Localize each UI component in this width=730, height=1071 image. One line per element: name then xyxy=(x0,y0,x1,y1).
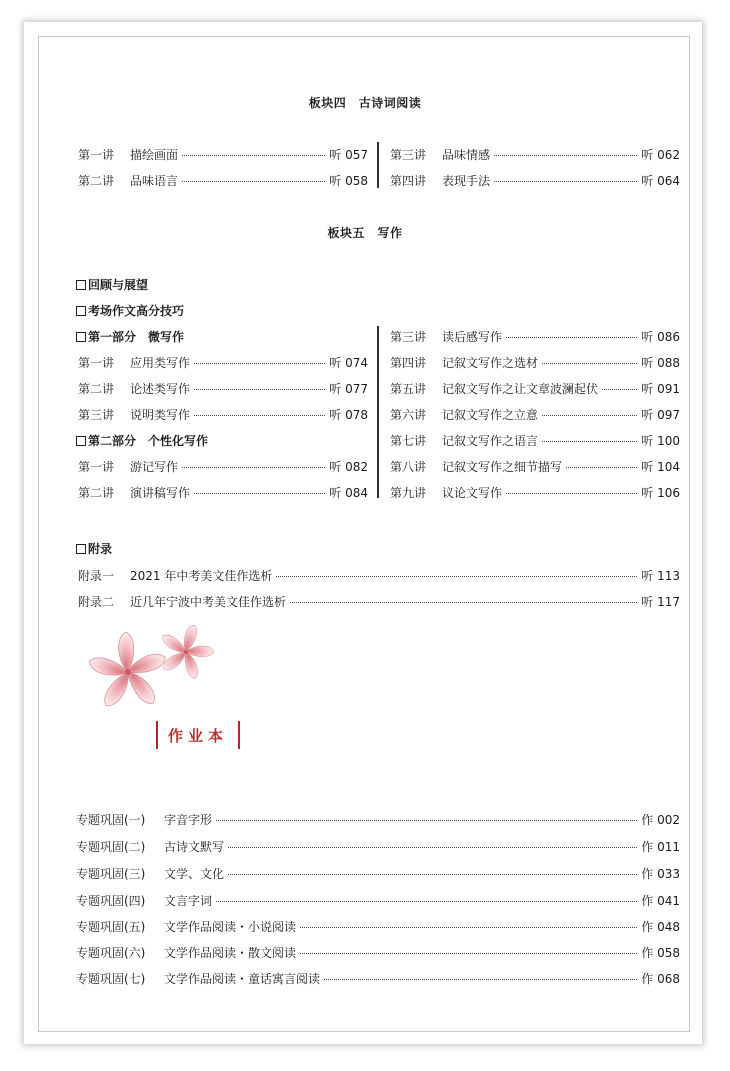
heading-appendix[interactable] xyxy=(76,540,112,557)
page-number: 听 091 xyxy=(641,382,680,396)
heading-label: 第一部分 微写作 xyxy=(88,330,185,344)
lecture-title: 记叙文写作之选材 xyxy=(442,356,539,370)
toc-row[interactable] xyxy=(76,918,680,934)
heading-label: 附录 xyxy=(88,542,113,556)
leader-dots xyxy=(228,874,637,875)
lecture-number: 第三讲 xyxy=(78,408,115,422)
leader-dots xyxy=(290,602,637,603)
checkbox-icon xyxy=(76,280,86,290)
homework-banner xyxy=(156,719,240,751)
leader-dots xyxy=(542,415,637,416)
banner-bar xyxy=(156,721,158,749)
lecture-number: 第三讲 xyxy=(390,330,427,344)
topic-number: 专题巩固(七) xyxy=(76,972,146,986)
lecture-number: 第二讲 xyxy=(78,382,115,396)
leader-dots xyxy=(194,363,325,364)
lecture-number: 第二讲 xyxy=(78,486,115,500)
lecture-title: 记叙文写作之细节描写 xyxy=(442,460,563,474)
heading-part2[interactable] xyxy=(76,432,208,449)
lecture-title: 表现手法 xyxy=(442,174,491,188)
lecture-title: 记叙文写作之语言 xyxy=(442,434,539,448)
lecture-title: 演讲稿写作 xyxy=(130,486,191,500)
lecture-title: 游记写作 xyxy=(130,460,179,474)
leader-dots xyxy=(566,467,637,468)
checkbox-icon xyxy=(76,306,86,316)
leader-dots xyxy=(276,576,637,577)
lecture-number: 第八讲 xyxy=(390,460,427,474)
page-number: 作 033 xyxy=(641,867,680,881)
lecture-number: 第四讲 xyxy=(390,174,427,188)
toc-row[interactable] xyxy=(78,146,368,162)
lecture-title: 说明类写作 xyxy=(130,408,191,422)
toc-row[interactable] xyxy=(78,458,368,474)
leader-dots xyxy=(602,389,637,390)
leader-dots xyxy=(182,181,325,182)
checkbox-icon xyxy=(76,436,86,446)
page-number: 作 068 xyxy=(641,972,680,986)
leader-dots xyxy=(494,181,637,182)
lecture-title: 读后感写作 xyxy=(442,330,503,344)
topic-number: 专题巩固(四) xyxy=(76,894,146,908)
lecture-title: 论述类写作 xyxy=(130,382,191,396)
leader-dots xyxy=(542,441,637,442)
page-number: 听 106 xyxy=(641,486,680,500)
toc-row[interactable] xyxy=(78,484,368,500)
leader-dots xyxy=(228,847,637,848)
leader-dots xyxy=(182,467,325,468)
lecture-title: 近几年宁波中考美文佳作选析 xyxy=(130,595,287,609)
topic-number: 专题巩固(一) xyxy=(76,813,146,827)
column-divider xyxy=(377,142,379,188)
page-number: 听 074 xyxy=(329,356,368,370)
page-number: 听 117 xyxy=(641,595,680,609)
toc-row[interactable] xyxy=(78,406,368,422)
leader-dots xyxy=(216,820,637,821)
toc-row[interactable] xyxy=(78,354,368,370)
page-number: 听 097 xyxy=(641,408,680,422)
toc-row[interactable] xyxy=(390,458,680,474)
lecture-number: 第九讲 xyxy=(390,486,427,500)
topic-number: 专题巩固(六) xyxy=(76,946,146,960)
page-number: 听 086 xyxy=(641,330,680,344)
banner-title: 作业本 xyxy=(168,726,229,745)
lecture-number: 第四讲 xyxy=(390,356,427,370)
page-number: 作 002 xyxy=(641,813,680,827)
toc-row[interactable] xyxy=(78,380,368,396)
lecture-title: 记叙文写作之立意 xyxy=(442,408,539,422)
lecture-title: 品味情感 xyxy=(442,148,491,162)
leader-dots xyxy=(194,493,325,494)
lecture-number: 第六讲 xyxy=(390,408,427,422)
leader-dots xyxy=(300,953,637,954)
lecture-title: 描绘画面 xyxy=(130,148,179,162)
flower-icon xyxy=(80,620,220,710)
page-number: 听 064 xyxy=(641,174,680,188)
page-number: 作 048 xyxy=(641,920,680,934)
topic-title: 字音字形 xyxy=(164,813,213,827)
lecture-title: 议论文写作 xyxy=(442,486,503,500)
topic-number: 专题巩固(三) xyxy=(76,867,146,881)
toc-row[interactable] xyxy=(76,970,680,986)
page-number: 听 113 xyxy=(641,569,680,583)
toc-row[interactable] xyxy=(76,838,680,854)
toc-row[interactable] xyxy=(78,567,680,583)
toc-row[interactable] xyxy=(390,380,680,396)
topic-title: 文学作品阅读・小说阅读 xyxy=(164,920,297,934)
page-number: 听 082 xyxy=(329,460,368,474)
page-number: 听 078 xyxy=(329,408,368,422)
lecture-number: 第五讲 xyxy=(390,382,427,396)
section4-title: 板块四 古诗词阅读 xyxy=(308,96,422,110)
leader-dots xyxy=(216,901,637,902)
toc-row[interactable] xyxy=(390,328,680,344)
lecture-number: 第一讲 xyxy=(78,460,115,474)
lecture-number: 第三讲 xyxy=(390,148,427,162)
page-number: 听 077 xyxy=(329,382,368,396)
lecture-number: 附录一 xyxy=(78,569,115,583)
topic-title: 文学作品阅读・散文阅读 xyxy=(164,946,297,960)
heading-label: 第二部分 个性化写作 xyxy=(88,434,209,448)
lecture-number: 第二讲 xyxy=(78,174,115,188)
leader-dots xyxy=(542,363,637,364)
lecture-title: 2021 年中考美文佳作选析 xyxy=(130,569,273,583)
topic-title: 文学作品阅读・童话寓言阅读 xyxy=(164,972,321,986)
topic-title: 文学、文化 xyxy=(164,867,225,881)
heading-label: 考场作文高分技巧 xyxy=(88,304,185,318)
page-number: 作 041 xyxy=(641,894,680,908)
page-number: 听 100 xyxy=(641,434,680,448)
leader-dots xyxy=(194,389,325,390)
page-number: 听 058 xyxy=(329,174,368,188)
toc-row[interactable] xyxy=(390,172,680,188)
lecture-title: 记叙文写作之让文章波澜起伏 xyxy=(442,382,599,396)
heading-label: 回顾与展望 xyxy=(88,278,149,292)
toc-row[interactable] xyxy=(76,865,680,881)
leader-dots xyxy=(506,337,637,338)
toc-row[interactable] xyxy=(390,354,680,370)
column-divider xyxy=(377,326,379,498)
toc-row[interactable] xyxy=(76,811,680,827)
page-number: 听 057 xyxy=(329,148,368,162)
flower-decoration xyxy=(80,620,220,714)
lecture-title: 品味语言 xyxy=(130,174,179,188)
toc-row[interactable] xyxy=(390,432,680,448)
toc-row[interactable] xyxy=(76,944,680,960)
leader-dots xyxy=(182,155,325,156)
heading-part1[interactable] xyxy=(76,328,184,345)
lecture-number: 附录二 xyxy=(78,595,115,609)
leader-dots xyxy=(494,155,637,156)
page-number: 作 058 xyxy=(641,946,680,960)
page-number: 听 104 xyxy=(641,460,680,474)
topic-number: 专题巩固(二) xyxy=(76,840,146,854)
leader-dots xyxy=(324,979,637,980)
toc-row[interactable] xyxy=(78,593,680,609)
leader-dots xyxy=(300,927,637,928)
checkbox-icon xyxy=(76,544,86,554)
page-number: 听 088 xyxy=(641,356,680,370)
leader-dots xyxy=(194,415,325,416)
toc-row[interactable] xyxy=(76,892,680,908)
toc-row[interactable] xyxy=(390,146,680,162)
heading-review[interactable] xyxy=(76,276,148,293)
section5-title: 板块五 写作 xyxy=(327,226,403,240)
page-number: 听 062 xyxy=(641,148,680,162)
toc-row[interactable] xyxy=(390,406,680,422)
banner-bar xyxy=(238,721,240,749)
lecture-title: 应用类写作 xyxy=(130,356,191,370)
topic-title: 文言字词 xyxy=(164,894,213,908)
toc-row[interactable] xyxy=(390,484,680,500)
lecture-number: 第一讲 xyxy=(78,148,115,162)
topic-number: 专题巩固(五) xyxy=(76,920,146,934)
page-number: 作 011 xyxy=(641,840,680,854)
lecture-number: 第一讲 xyxy=(78,356,115,370)
toc-row[interactable] xyxy=(78,172,368,188)
leader-dots xyxy=(506,493,637,494)
checkbox-icon xyxy=(76,332,86,342)
lecture-number: 第七讲 xyxy=(390,434,427,448)
topic-title: 古诗文默写 xyxy=(164,840,225,854)
page-number: 听 084 xyxy=(329,486,368,500)
heading-skills[interactable] xyxy=(76,302,184,319)
